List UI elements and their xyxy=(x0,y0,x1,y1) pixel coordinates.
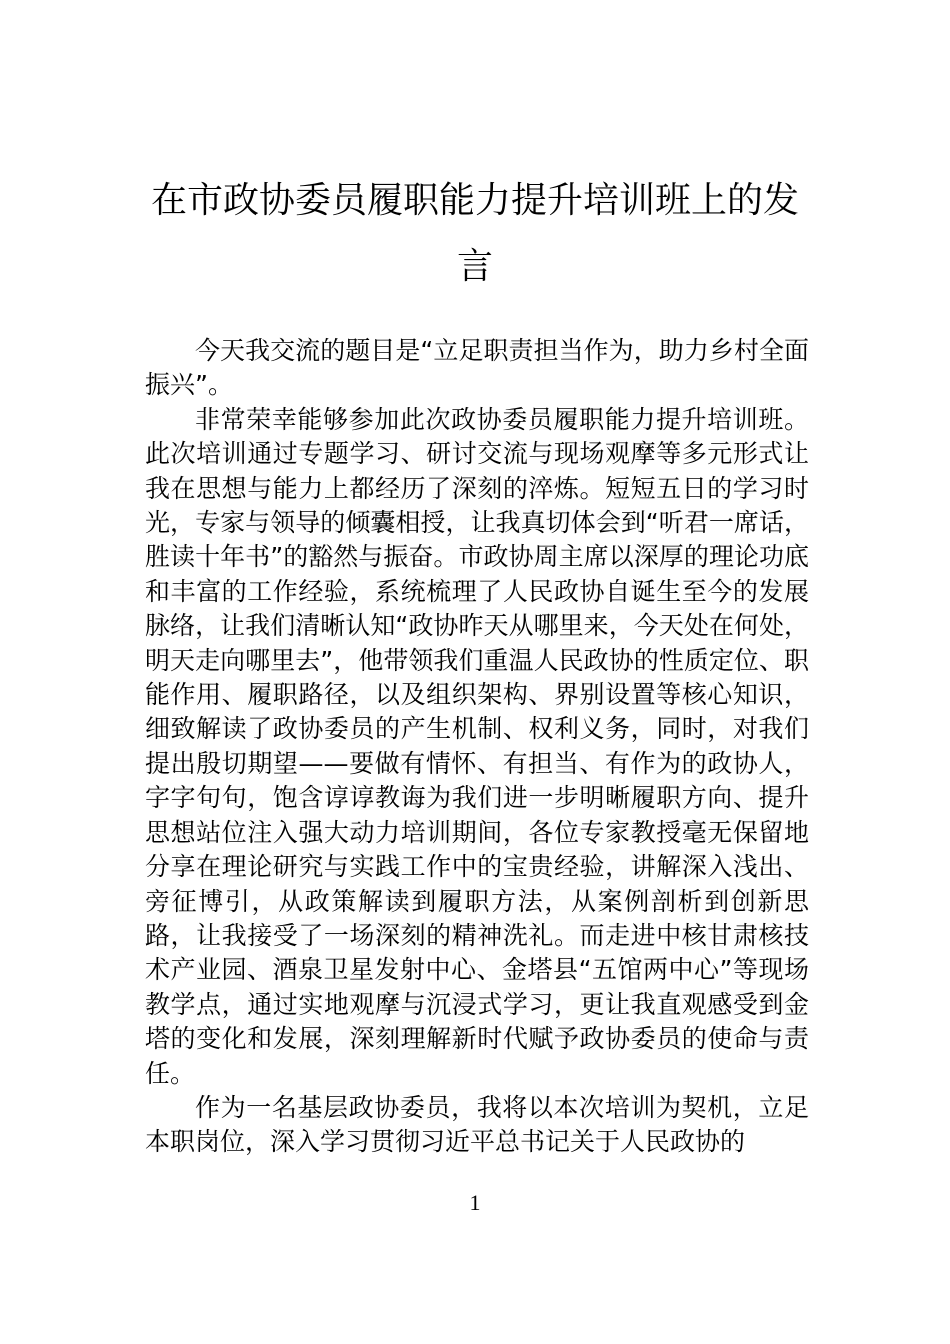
paragraph-training-reflection: 非常荣幸能够参加此次政协委员履职能力提升培训班。此次培训通过专题学习、研讨交流与现场观摩等多元形式让我在思想与能力上都经历了深刻的淬炼。短短五日的学习时光，专家与领导的倾囊相授，让我真切体会到“听君一席话，胜读十年书”的豁然与振奋。市政协周主席以深厚的理论功底和丰富的工作经验，系统梳理了人民政协自诞生至今的发展脉络，让我们清晰认知“政协昨天从哪里来，今天处在何处，明天走向哪里去”，他带领我们重温人民政协的性质定位、职能作用、履职路径，以及组织架构、界别设置等核心知识，细致解读了政协委员的产生机制、权利义务，同时，对我们提出殷切期望——要做有情怀、有担当、有作为的政协人，字字句句，饱含谆谆教诲为我们进一步明晰履职方向、提升思想站位注入强大动力培训期间，各位专家教授毫无保留地分享在理论研究与实践工作中的宝贵经验，讲解深入浅出、旁征博引，从政策解读到履职方法，从案例剖析到创新思路，让我接受了一场深刻的精神洗礼。而走进中核甘肃核技术产业园、酒泉卫星发射中心、金塔县“五馆两中心”等现场教学点，通过实地观摩与沉浸式学习，更让我直观感受到金塔的变化和发展，深刻理解新时代赋予政协委员的使命与责任。 xyxy=(145,404,809,1088)
document-title-line-2: 言 xyxy=(456,246,493,287)
paragraph-topic: 今天我交流的题目是“立足职责担当作为，助力乡村全面振兴”。 xyxy=(145,336,809,400)
document-title-line-1: 在市政协委员履职能力提升培训班上的发 xyxy=(150,180,799,221)
document-title xyxy=(145,168,805,300)
paragraph-commitment: 作为一名基层政协委员，我将以本次培训为契机，立足本职岗位，深入学习贯彻习近平总书记关于人民政协的 xyxy=(145,1092,809,1157)
page-number: 1 xyxy=(469,1190,481,1215)
document-body xyxy=(145,334,809,1160)
